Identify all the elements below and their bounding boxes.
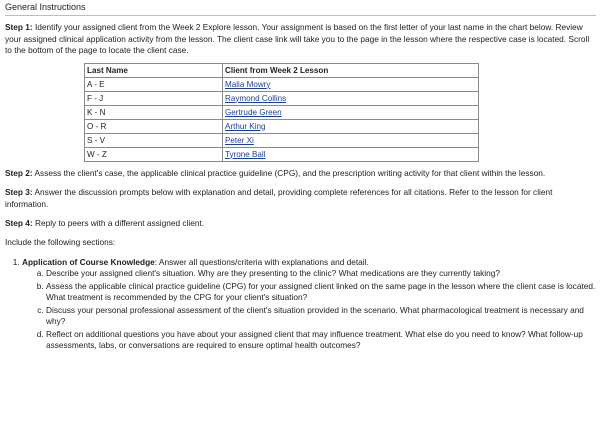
last-name-range-cell: K - N [85,105,223,119]
client-link-peter-xi[interactable]: Peter Xi [225,135,254,145]
list-item-application [22,257,596,352]
application-criteria-list [22,268,596,351]
step-3-text: Answer the discussion prompts below with explanation and detail, providing complete references for all citations. Refer to the lesson for client information. [5,187,553,209]
table-row [85,105,479,119]
client-link-gertrude-green[interactable]: Gertrude Green [225,107,282,117]
step-4-label: Step 4: [5,218,33,229]
sections-intro: Include the following sections: [5,237,116,248]
list-item: b. Assess the applicable clinical practice guideline (CPG) for your assigned client linked on the same page in the lesson where the client case is located. What treatment is recommended by the CPG for your client's situation? [46,281,596,304]
client-cell [223,133,479,147]
client-link-arthur-king[interactable]: Arthur King [225,121,266,131]
client-link-malia-mowry[interactable]: Malia Mowry [225,79,271,89]
client-assignment-table [84,63,479,162]
last-name-range-cell: O - R [85,119,223,133]
step-3-paragraph [5,187,596,210]
table-row [85,119,479,133]
table-row [85,147,479,161]
last-name-range-cell: S - V [85,133,223,147]
last-name-range-cell: W - Z [85,147,223,161]
table-row [85,133,479,147]
client-cell [223,147,479,161]
step-1-paragraph [5,22,596,56]
client-link-raymond-collins[interactable]: Raymond Collins [225,93,287,103]
step-3-label: Step 3: [5,187,33,198]
last-name-range-cell: F - J [85,91,223,105]
last-name-range-cell: A - E [85,77,223,91]
client-cell [223,77,479,91]
client-cell [223,91,479,105]
column-header-client: Client from Week 2 Lesson [223,63,479,77]
table-header-row [85,63,479,77]
client-link-tyrone-ball[interactable]: Tyrone Ball [225,149,266,159]
step-4-text: Reply to peers with a different assigned client. [32,218,205,229]
client-cell [223,119,479,133]
step-2-paragraph [5,168,596,179]
column-header-last-name: Last Name [85,63,223,77]
application-label: Application of Course Knowledge [22,256,155,267]
table-row [85,77,479,91]
list-item: a. Describe your assigned client's situation. Why are they presenting to the clinic? What medications are they currently taking? [46,268,596,279]
step-1-text: Identify your assigned client from the Week 2 Explore lesson. Your assignment is based on the first letter of your last name in the chart below. Review your assigned clinical application activity from the lesson. The client case link will take you to the page in the lesson where the respective case is located. Scroll to the bottom of the page to locate the client case. [5,22,590,56]
sections-list [5,257,596,352]
application-text: : Answer all questions/criteria with explanations and detail. [154,256,369,267]
client-cell [223,105,479,119]
step-2-label: Step 2: [5,167,33,178]
list-item: d. Reflect on additional questions you have about your assigned client that may influence treatment. What else do you need to know? What follow-up assessments, labs, or conversations are required to ensure optimal health outcomes? [46,329,596,352]
step-1-label: Step 1: [5,22,33,33]
list-item: c. Discuss your personal professional assessment of the client's situation provided in the scenario. What pharmacological treatment is necessary and why? [46,305,596,328]
step-2-text: Assess the client's case, the applicable clinical practice guideline (CPG), and the prescription writing activity for that client within the lesson. [32,167,546,178]
section-title: General Instructions [5,1,596,16]
table-row [85,91,479,105]
step-4-paragraph [5,218,596,229]
